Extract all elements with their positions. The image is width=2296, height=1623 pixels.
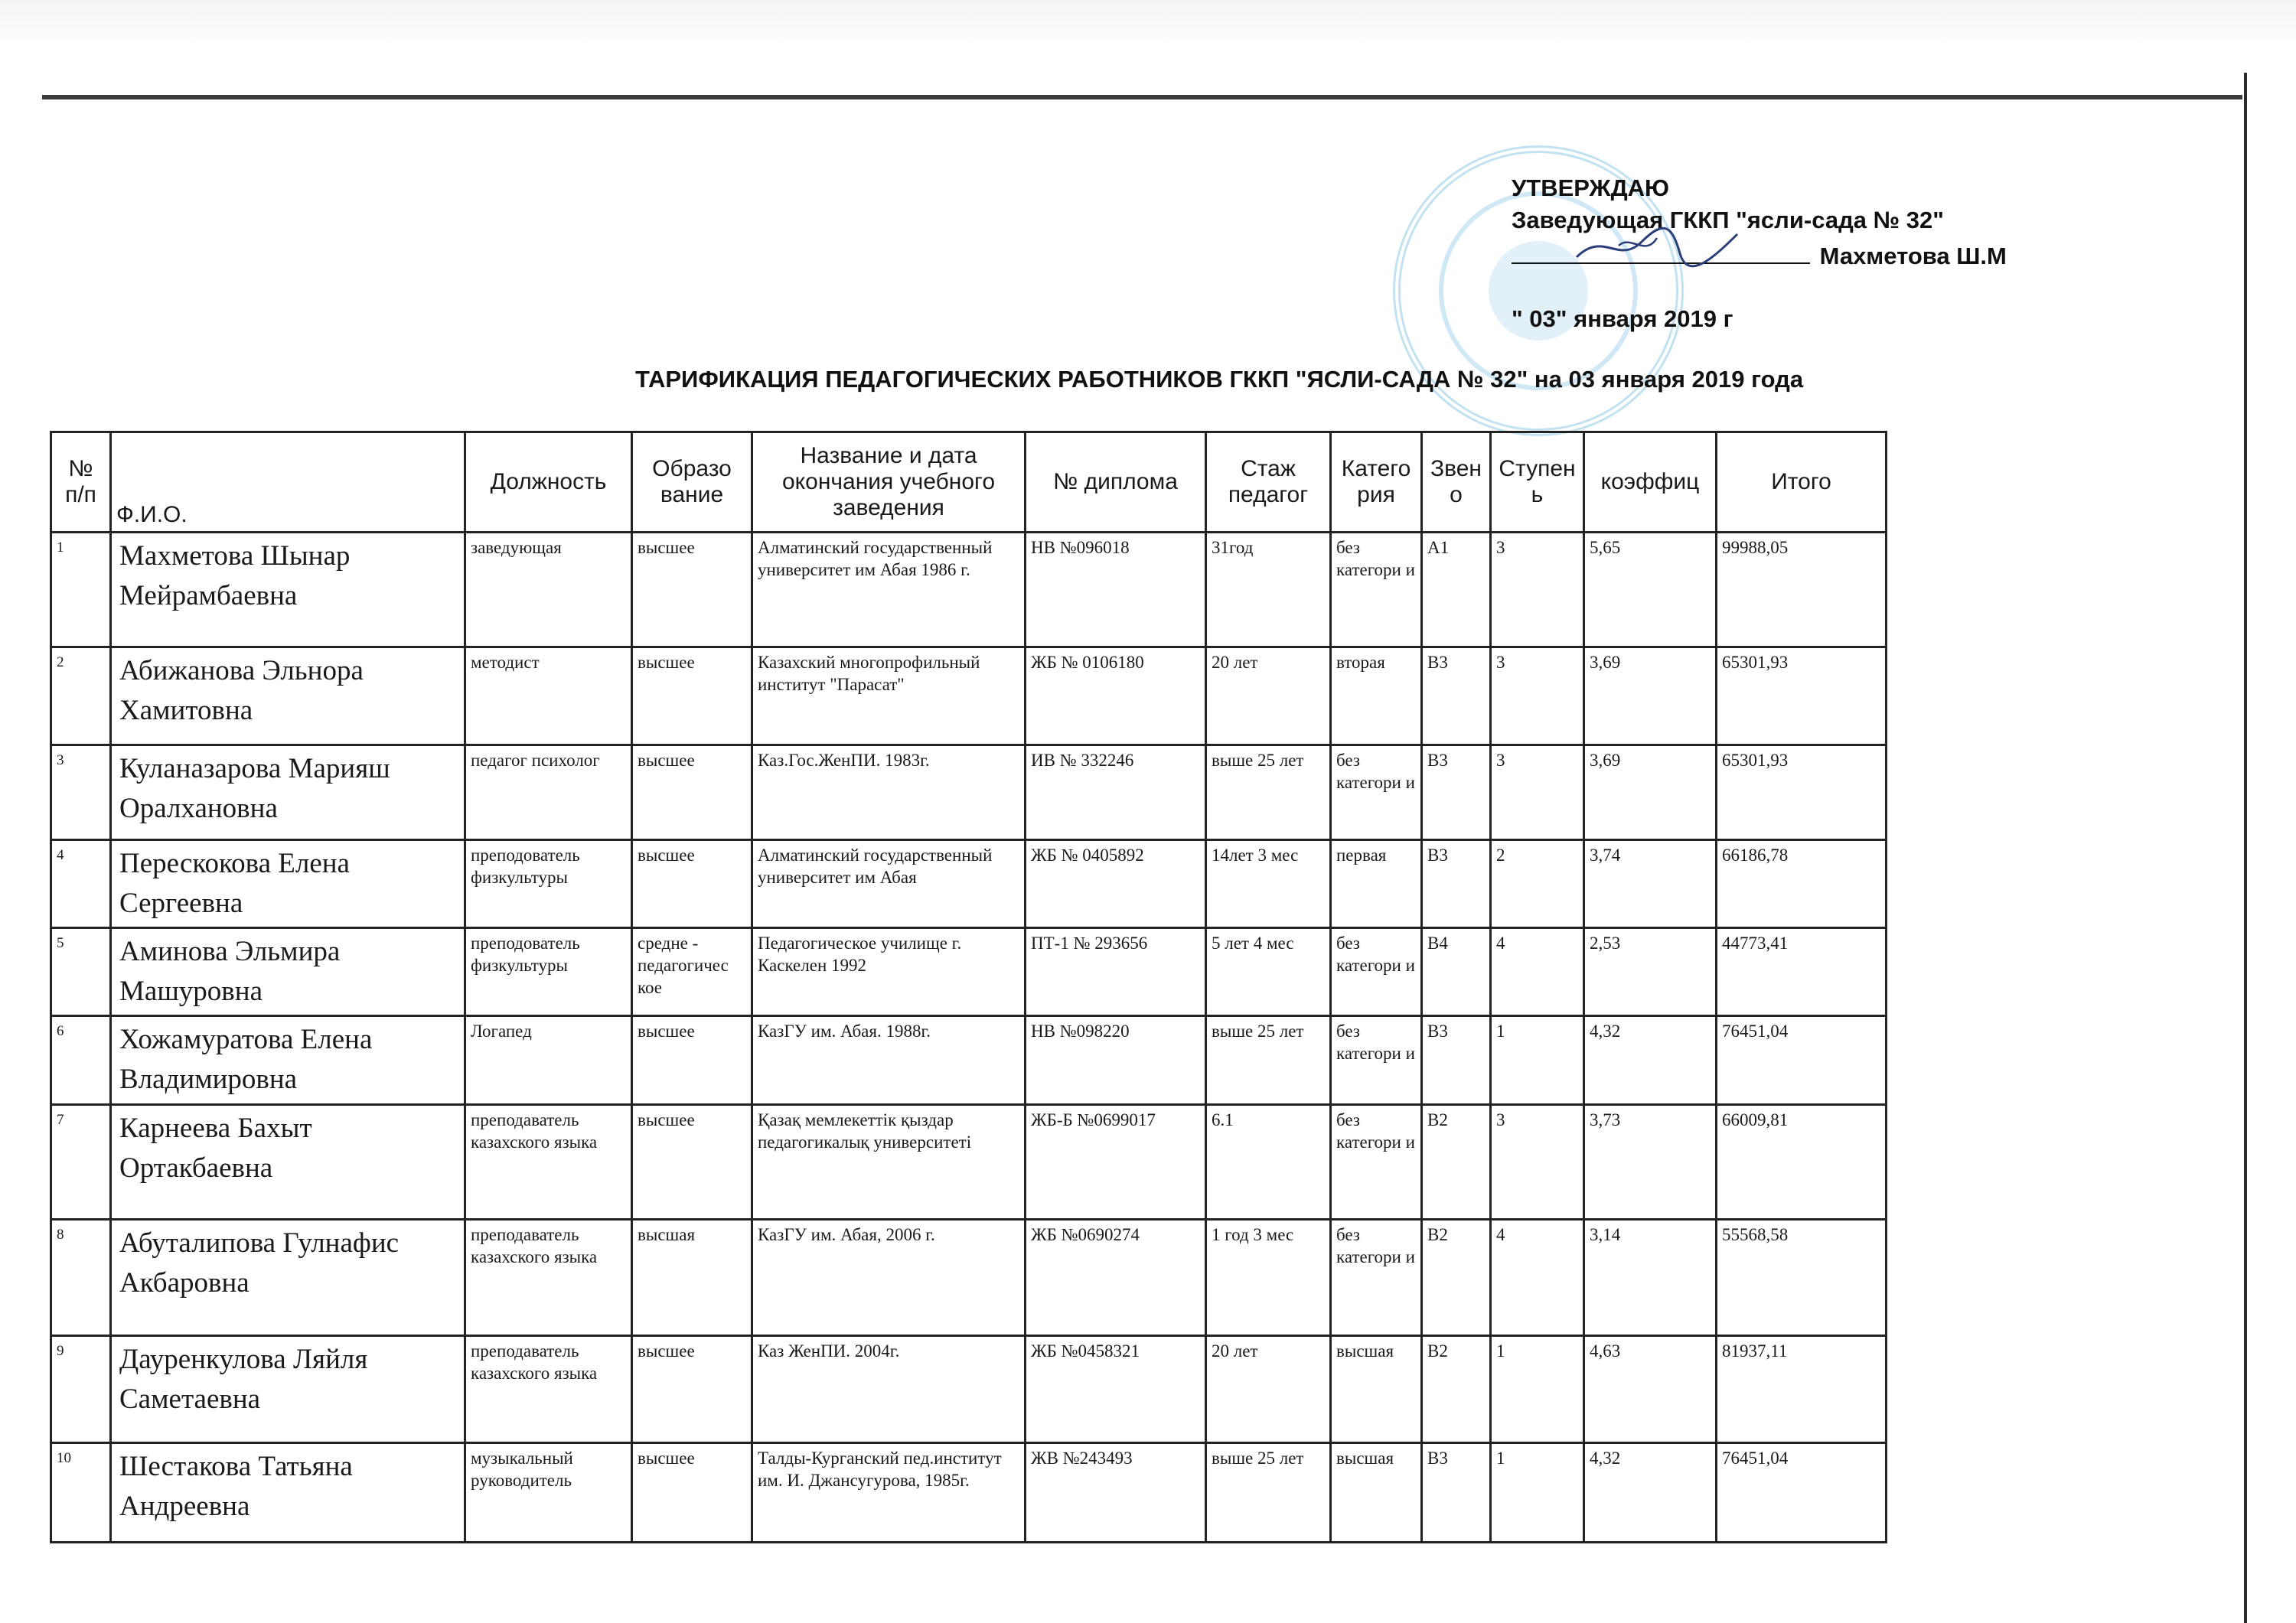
row-education: высшее bbox=[632, 1336, 752, 1443]
row-education: высшее bbox=[632, 1443, 752, 1543]
header-fio: Ф.И.О. bbox=[111, 432, 465, 533]
row-diploma: ЖБ-Б №0699017 bbox=[1026, 1105, 1206, 1220]
row-diploma: НВ №096018 bbox=[1026, 533, 1206, 647]
row-fio-patronymic: Андреевна bbox=[119, 1491, 250, 1522]
tarification-table bbox=[50, 431, 1887, 1543]
top-rule bbox=[42, 95, 2242, 99]
row-zveno: В3 bbox=[1422, 840, 1491, 928]
table-row bbox=[51, 928, 1887, 1016]
row-step: 3 bbox=[1491, 1105, 1584, 1220]
row-position: преподователь физкультуры bbox=[465, 928, 632, 1016]
table-row bbox=[51, 1443, 1887, 1543]
row-num: 8 bbox=[51, 1220, 111, 1336]
row-experience: 1 год 3 мес bbox=[1206, 1220, 1331, 1336]
table-row bbox=[51, 1105, 1887, 1220]
row-num: 4 bbox=[51, 840, 111, 928]
row-category: первая bbox=[1331, 840, 1422, 928]
row-diploma: ЖВ №243493 bbox=[1026, 1443, 1206, 1543]
row-diploma: ЖБ №0690274 bbox=[1026, 1220, 1206, 1336]
row-experience: 5 лет 4 мес bbox=[1206, 928, 1331, 1016]
row-total: 44773,41 bbox=[1717, 928, 1887, 1016]
row-zveno: В2 bbox=[1422, 1336, 1491, 1443]
signature-line bbox=[1512, 236, 1810, 264]
row-experience: 14лет 3 мес bbox=[1206, 840, 1331, 928]
table-row bbox=[51, 1220, 1887, 1336]
header-education: Образо вание bbox=[632, 432, 752, 533]
row-education: высшее bbox=[632, 1016, 752, 1105]
row-step: 1 bbox=[1491, 1016, 1584, 1105]
row-position: педагог психолог bbox=[465, 745, 632, 840]
row-coef: 3,74 bbox=[1584, 840, 1717, 928]
header-zveno: Звен о bbox=[1422, 432, 1491, 533]
row-zveno: В4 bbox=[1422, 928, 1491, 1016]
row-total: 76451,04 bbox=[1717, 1016, 1887, 1105]
row-experience: 20 лет bbox=[1206, 1336, 1331, 1443]
row-fio bbox=[111, 745, 465, 840]
row-position: преподаватель казахского языка bbox=[465, 1220, 632, 1336]
approval-position: Заведующая ГККП "ясли-сада № 32" bbox=[1512, 207, 1944, 233]
row-experience: выше 25 лет bbox=[1206, 1443, 1331, 1543]
row-num: 10 bbox=[51, 1443, 111, 1543]
row-fio-name: Куланазарова Марияш bbox=[119, 753, 390, 784]
row-zveno: В3 bbox=[1422, 647, 1491, 745]
row-position: методист bbox=[465, 647, 632, 745]
handwritten-signature bbox=[1573, 223, 1741, 269]
table-row bbox=[51, 840, 1887, 928]
table-row bbox=[51, 745, 1887, 840]
row-coef: 4,32 bbox=[1584, 1443, 1717, 1543]
table-row bbox=[51, 1016, 1887, 1105]
scan-top-shadow bbox=[0, 0, 2296, 46]
row-fio bbox=[111, 1336, 465, 1443]
row-total: 76451,04 bbox=[1717, 1443, 1887, 1543]
row-diploma: ИВ № 332246 bbox=[1026, 745, 1206, 840]
row-fio-name: Шестакова Татьяна bbox=[119, 1451, 353, 1482]
row-education: высшее bbox=[632, 745, 752, 840]
approval-heading: УТВЕРЖДАЮ bbox=[1512, 174, 1670, 201]
row-fio bbox=[111, 1016, 465, 1105]
row-num: 2 bbox=[51, 647, 111, 745]
row-total: 99988,05 bbox=[1717, 533, 1887, 647]
table-row bbox=[51, 1336, 1887, 1443]
row-num: 7 bbox=[51, 1105, 111, 1220]
row-step: 3 bbox=[1491, 745, 1584, 840]
row-fio-patronymic: Хамитовна bbox=[119, 695, 253, 726]
row-fio bbox=[111, 840, 465, 928]
row-institution: Педагогическое училище г. Каскелен 1992 bbox=[752, 928, 1026, 1016]
row-coef: 4,63 bbox=[1584, 1336, 1717, 1443]
row-institution: Қазақ мемлекеттік қыздар педагогикалық университеті bbox=[752, 1105, 1026, 1220]
row-coef: 3,73 bbox=[1584, 1105, 1717, 1220]
row-fio-patronymic: Акбаровна bbox=[119, 1267, 249, 1299]
row-institution: Алматинский государственный университет им Абая bbox=[752, 840, 1026, 928]
row-step: 1 bbox=[1491, 1443, 1584, 1543]
row-diploma: ЖБ № 0405892 bbox=[1026, 840, 1206, 928]
header-institution: Название и дата окончания учебного заведения bbox=[752, 432, 1026, 533]
row-fio-patronymic: Ортакбаевна bbox=[119, 1152, 273, 1184]
row-category: без категори и bbox=[1331, 1016, 1422, 1105]
row-category: без категори и bbox=[1331, 928, 1422, 1016]
row-experience: 20 лет bbox=[1206, 647, 1331, 745]
row-fio bbox=[111, 1105, 465, 1220]
header-experience: Стаж педагог bbox=[1206, 432, 1331, 533]
row-coef: 3,14 bbox=[1584, 1220, 1717, 1336]
header-category: Катего рия bbox=[1331, 432, 1422, 533]
row-step: 4 bbox=[1491, 1220, 1584, 1336]
row-total: 55568,58 bbox=[1717, 1220, 1887, 1336]
row-education: средне - педагогичес кое bbox=[632, 928, 752, 1016]
signature-row bbox=[1512, 236, 2063, 272]
header-position: Должность bbox=[465, 432, 632, 533]
row-fio-patronymic: Саметаевна bbox=[119, 1383, 261, 1415]
row-experience: выше 25 лет bbox=[1206, 1016, 1331, 1105]
row-diploma: ЖБ №0458321 bbox=[1026, 1336, 1206, 1443]
approval-date: " 03" января 2019 г bbox=[1512, 305, 1733, 332]
row-position: преподаватель казахского языка bbox=[465, 1336, 632, 1443]
row-num: 9 bbox=[51, 1336, 111, 1443]
row-institution: КазГУ им. Абая, 2006 г. bbox=[752, 1220, 1026, 1336]
page-edge-line bbox=[2244, 73, 2247, 1623]
row-fio bbox=[111, 647, 465, 745]
table-row bbox=[51, 647, 1887, 745]
header-coef: коэффиц bbox=[1584, 432, 1717, 533]
row-coef: 3,69 bbox=[1584, 647, 1717, 745]
row-coef: 3,69 bbox=[1584, 745, 1717, 840]
row-zveno: В3 bbox=[1422, 1443, 1491, 1543]
row-position: заведующая bbox=[465, 533, 632, 647]
row-fio-name: Абижанова Эльнора bbox=[119, 655, 364, 686]
row-institution: КазГУ им. Абая. 1988г. bbox=[752, 1016, 1026, 1105]
row-num: 6 bbox=[51, 1016, 111, 1105]
header-num: № п/п bbox=[51, 432, 111, 533]
row-institution: Казахский многопрофильный институт "Парасат" bbox=[752, 647, 1026, 745]
approval-signatory: Махметова Ш.М bbox=[1819, 243, 2007, 269]
row-fio-patronymic: Машуровна bbox=[119, 976, 263, 1007]
row-position: преподователь физкультуры bbox=[465, 840, 632, 928]
row-institution: Алматинский государственный университет им Абая 1986 г. bbox=[752, 533, 1026, 647]
row-category: высшая bbox=[1331, 1443, 1422, 1543]
row-education: высшее bbox=[632, 840, 752, 928]
row-education: высшая bbox=[632, 1220, 752, 1336]
row-category: вторая bbox=[1331, 647, 1422, 745]
row-coef: 5,65 bbox=[1584, 533, 1717, 647]
row-num: 5 bbox=[51, 928, 111, 1016]
row-step: 3 bbox=[1491, 533, 1584, 647]
row-coef: 4,32 bbox=[1584, 1016, 1717, 1105]
row-fio-name: Дауренкулова Ляйля bbox=[119, 1344, 368, 1375]
row-category: высшая bbox=[1331, 1336, 1422, 1443]
row-fio-name: Перескокова Елена bbox=[119, 848, 350, 879]
row-fio-name: Аминова Эльмира bbox=[119, 936, 341, 967]
row-num: 1 bbox=[51, 533, 111, 647]
row-total: 65301,93 bbox=[1717, 745, 1887, 840]
row-institution: Каз ЖенПИ. 2004г. bbox=[752, 1336, 1026, 1443]
row-step: 3 bbox=[1491, 647, 1584, 745]
row-total: 66186,78 bbox=[1717, 840, 1887, 928]
row-zveno: А1 bbox=[1422, 533, 1491, 647]
row-total: 81937,11 bbox=[1717, 1336, 1887, 1443]
row-education: высшее bbox=[632, 533, 752, 647]
row-fio-patronymic: Сергеевна bbox=[119, 888, 243, 919]
row-fio-name: Хожамуратова Елена bbox=[119, 1024, 373, 1055]
row-fio-name: Абуталипова Гулнафис bbox=[119, 1227, 400, 1259]
row-experience: выше 25 лет bbox=[1206, 745, 1331, 840]
row-fio bbox=[111, 928, 465, 1016]
row-diploma: ПТ-1 № 293656 bbox=[1026, 928, 1206, 1016]
row-fio-patronymic: Мейрамбаевна bbox=[119, 580, 298, 611]
row-position: музыкальный руководитель bbox=[465, 1443, 632, 1543]
row-num: 3 bbox=[51, 745, 111, 840]
row-zveno: В3 bbox=[1422, 1016, 1491, 1105]
row-fio-patronymic: Оралхановна bbox=[119, 793, 278, 824]
row-position: Логапед bbox=[465, 1016, 632, 1105]
row-fio bbox=[111, 533, 465, 647]
row-fio-name: Карнеева Бахыт bbox=[119, 1113, 312, 1144]
row-institution: Каз.Гос.ЖенПИ. 1983г. bbox=[752, 745, 1026, 840]
row-fio bbox=[111, 1443, 465, 1543]
row-education: высшее bbox=[632, 1105, 752, 1220]
row-experience: 31год bbox=[1206, 533, 1331, 647]
row-category: без категори и bbox=[1331, 745, 1422, 840]
row-education: высшее bbox=[632, 647, 752, 745]
header-step: Ступен ь bbox=[1491, 432, 1584, 533]
row-zveno: В3 bbox=[1422, 745, 1491, 840]
row-zveno: В2 bbox=[1422, 1105, 1491, 1220]
row-zveno: В2 bbox=[1422, 1220, 1491, 1336]
row-step: 2 bbox=[1491, 840, 1584, 928]
row-diploma: НВ №098220 bbox=[1026, 1016, 1206, 1105]
row-category: без категори и bbox=[1331, 1105, 1422, 1220]
row-fio-name: Махметова Шынар bbox=[119, 540, 351, 572]
document-title: ТАРИФИКАЦИЯ ПЕДАГОГИЧЕСКИХ РАБОТНИКОВ ГККП "ЯСЛИ-САДА № 32" на 03 января 2019 года bbox=[635, 366, 1804, 393]
row-step: 1 bbox=[1491, 1336, 1584, 1443]
row-fio bbox=[111, 1220, 465, 1336]
header-total: Итого bbox=[1717, 432, 1887, 533]
approval-block bbox=[1512, 172, 2063, 335]
row-total: 65301,93 bbox=[1717, 647, 1887, 745]
row-fio-patronymic: Владимировна bbox=[119, 1064, 298, 1095]
row-experience: 6.1 bbox=[1206, 1105, 1331, 1220]
table-header-row bbox=[51, 432, 1887, 533]
row-category: без категори и bbox=[1331, 1220, 1422, 1336]
table-row bbox=[51, 533, 1887, 647]
header-diploma: № диплома bbox=[1026, 432, 1206, 533]
row-position: преподаватель казахского языка bbox=[465, 1105, 632, 1220]
row-category: без категори и bbox=[1331, 533, 1422, 647]
row-step: 4 bbox=[1491, 928, 1584, 1016]
row-diploma: ЖБ № 0106180 bbox=[1026, 647, 1206, 745]
row-coef: 2,53 bbox=[1584, 928, 1717, 1016]
row-institution: Талды-Курганский пед.институт им. И. Джансугурова, 1985г. bbox=[752, 1443, 1026, 1543]
row-total: 66009,81 bbox=[1717, 1105, 1887, 1220]
